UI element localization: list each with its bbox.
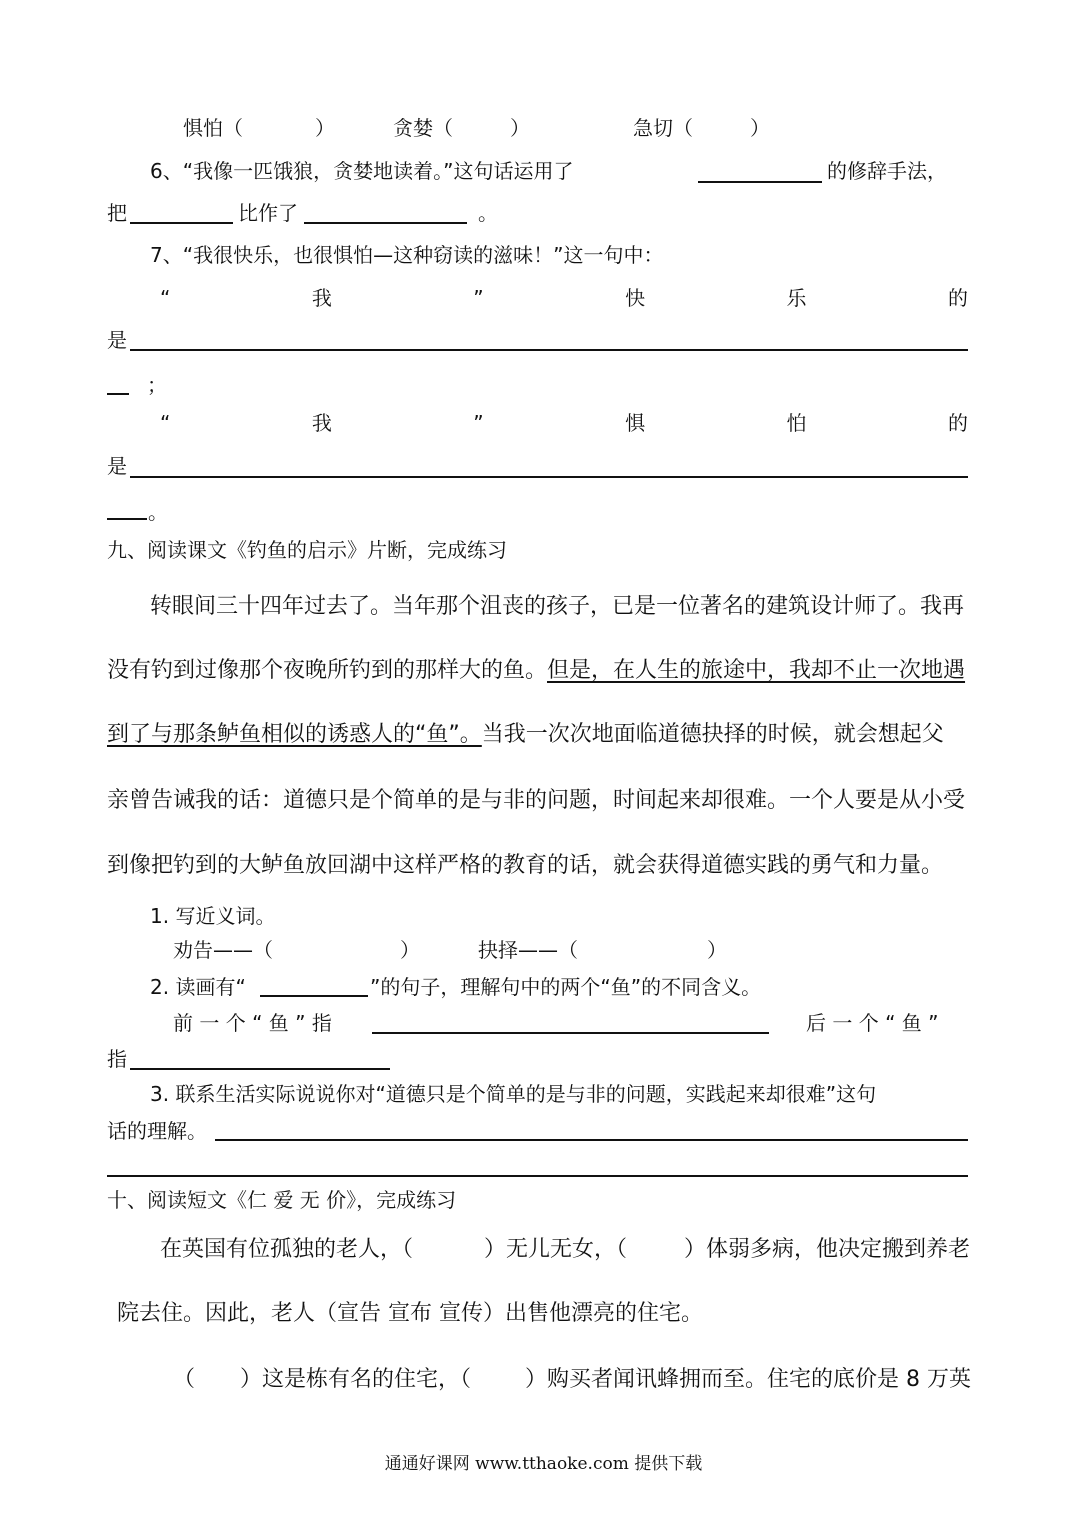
q7-stem: 7、“我很快乐，也很惧怕—这种窃读的滋味！”这一句中：	[150, 243, 664, 267]
answer-blank[interactable]	[304, 222, 467, 224]
q7-period: 。	[148, 500, 168, 524]
word-tanlan: 贪婪（	[393, 116, 453, 140]
q6-ba: 把	[107, 201, 127, 225]
answer-blank[interactable]	[130, 349, 968, 351]
q6-text-end: 的修辞手法，	[827, 159, 947, 183]
page-footer: 通通好课网 www.tthaoke.com 提供下载	[384, 1454, 703, 1474]
q6-bizuole: 比作了	[238, 201, 298, 225]
char: 快	[625, 286, 646, 310]
question-3: 3. 联系生活实际说说你对“道德只是个简单的是与非的问题，实践起来却很难”这句	[150, 1082, 877, 1106]
section-10-title: 十、阅读短文《仁 爱 无 价》，完成练习	[107, 1188, 457, 1212]
paren-close: ）	[750, 116, 770, 140]
char: 我	[311, 286, 332, 310]
reading-line	[107, 660, 965, 682]
q7-shi: 是	[107, 328, 127, 352]
first-fish-label: 前 一 个 “ 鱼 ” 指	[173, 1011, 332, 1035]
answer-blank[interactable]	[107, 393, 129, 395]
reading-text: ）体弱多病，他决定搬到养老	[684, 1237, 971, 1262]
answer-blank[interactable]	[107, 1175, 968, 1177]
reading-text: ）无儿无女，（	[484, 1237, 628, 1262]
char: 的	[947, 286, 968, 310]
char: ”	[473, 411, 484, 435]
question-1: 1. 写近义词。	[150, 904, 276, 928]
word-jupa: 惧怕（	[183, 116, 243, 140]
q7-line2	[160, 413, 968, 433]
char: 我	[311, 411, 332, 435]
q6-period: 。	[478, 201, 498, 225]
paren-close: ）	[400, 938, 420, 962]
reading-line: 转眼间三十四年过去了。当年那个沮丧的孩子，已是一位著名的建筑设计师了。我再	[150, 594, 965, 619]
reading-line: 亲曾告诫我的话：道德只是个简单的是与非的问题，时间起来却很难。一个人要是从小受	[107, 788, 966, 813]
reading-line: 到像把钓到的大鲈鱼放回湖中这样严格的教育的话，就会获得道德实践的勇气和力量。	[107, 853, 944, 878]
char: 的	[947, 411, 968, 435]
underlined-sentence: 到了与那条鲈鱼相似的诱惑人的“鱼”。	[107, 722, 482, 747]
char: ”	[473, 286, 484, 310]
char: 怕	[786, 411, 807, 435]
q6-text: 6、“我像一匹饿狼，贪婪地读着。”这句话运用了	[150, 159, 574, 183]
answer-blank[interactable]	[372, 1032, 769, 1034]
q7-line1	[160, 288, 968, 308]
underline-sample	[260, 995, 368, 997]
char: 惧	[625, 411, 646, 435]
char: “	[160, 411, 171, 435]
section-9-title: 九、阅读课文《钓鱼的启示》片断，完成练习	[107, 538, 507, 562]
paren-close: ）	[315, 116, 335, 140]
q7-shi: 是	[107, 454, 127, 478]
answer-blank[interactable]	[215, 1139, 968, 1141]
underlined-sentence: 但是，在人生的旅途中，我却不止一次地遇	[547, 658, 966, 683]
char: “	[160, 286, 171, 310]
q7-semicolon: ；	[147, 373, 167, 397]
reading-text: 没有钓到过像那个夜晚所钓到的那样大的鱼。	[107, 658, 548, 683]
second-fish-zhi: 指	[107, 1047, 127, 1071]
synonym-quangao: 劝告——（	[173, 938, 273, 962]
reading-text: 在英国有位孤独的老人，（	[160, 1237, 414, 1262]
reading-text: 当我一次次地面临道德抉择的时候，就会想起父	[481, 722, 944, 747]
question-2: 2. 读画有“	[150, 975, 246, 999]
paren-close: ）	[510, 116, 530, 140]
answer-blank[interactable]	[130, 1068, 390, 1070]
synonym-jueze: 抉择——（	[478, 938, 578, 962]
answer-blank[interactable]	[130, 476, 968, 478]
reading-text: 院去住。因此，老人（宣告 宣布 宣传）出售他漂亮的住宅。	[117, 1301, 703, 1326]
reading-line	[107, 724, 944, 746]
reading-text: ）购买者闻讯蜂拥而至。住宅的底价是 8 万英	[525, 1367, 971, 1392]
char: 乐	[786, 286, 807, 310]
question-3-cont: 话的理解。	[107, 1119, 207, 1143]
question-2-text: ”的句子，理解句中的两个“鱼”的不同含义。	[370, 975, 762, 999]
reading-text: （	[173, 1367, 196, 1392]
second-fish-label: 后 一 个 “ 鱼 ”	[806, 1011, 939, 1035]
answer-blank[interactable]	[130, 222, 233, 224]
answer-blank[interactable]	[698, 181, 822, 183]
paren-close: ）	[707, 938, 727, 962]
word-jiqie: 急切（	[633, 116, 693, 140]
answer-blank[interactable]	[107, 518, 147, 520]
reading-text: ）这是栋有名的住宅，（	[240, 1367, 472, 1392]
